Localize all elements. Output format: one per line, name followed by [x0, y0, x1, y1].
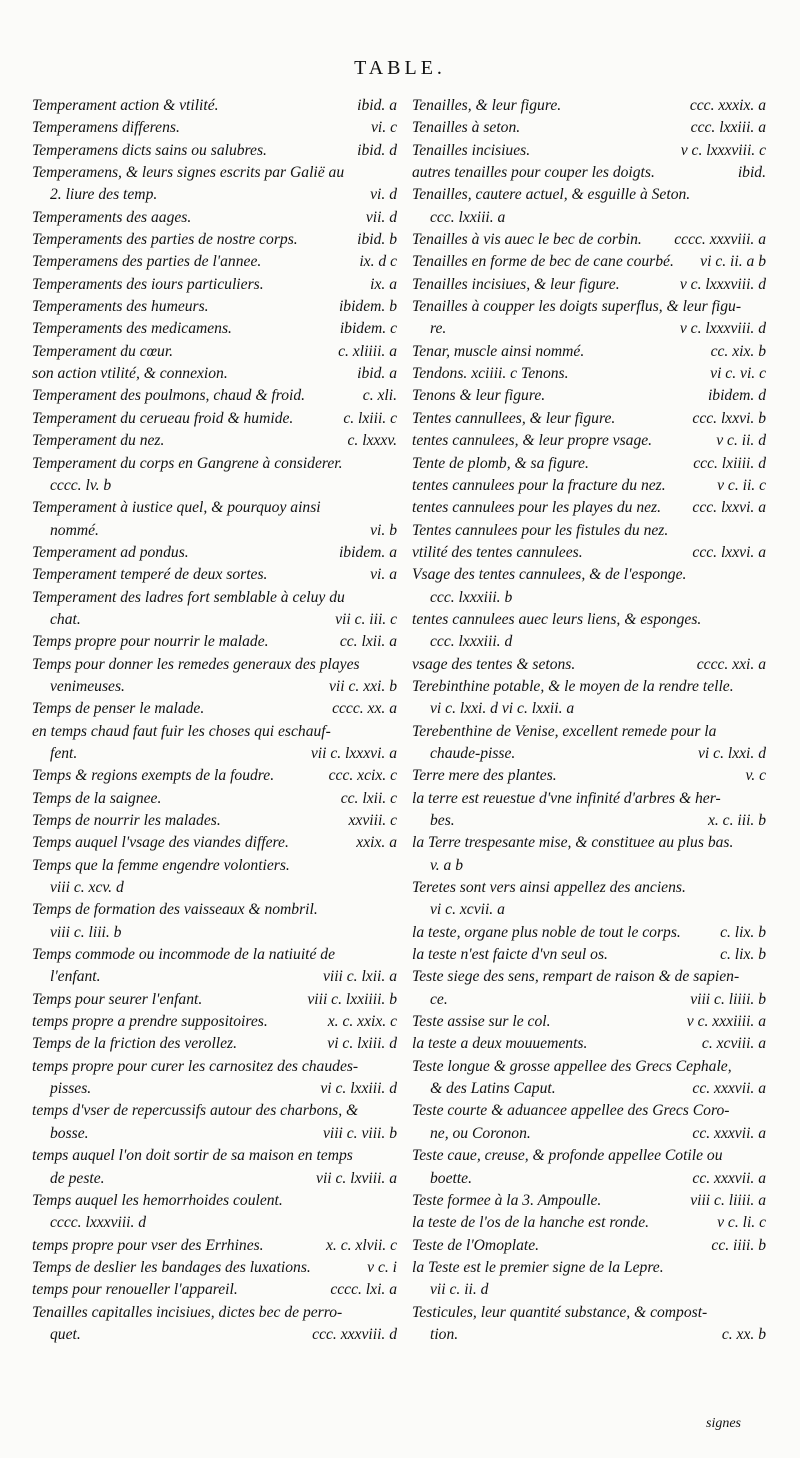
index-entry — [32, 430, 397, 452]
entry-text: Terebinthine potable, & le moyen de la rendre telle. — [412, 677, 734, 695]
entry-reference: v c. ii. c — [717, 476, 766, 494]
index-entry — [412, 117, 766, 139]
entry-reference: xxviii. c — [348, 812, 397, 829]
index-entry — [412, 587, 766, 609]
entry-text: Temps de formation des vaisseaux & nombril. — [32, 901, 318, 919]
index-entry — [412, 788, 766, 810]
entry-text: Temperament du cœur. — [32, 342, 174, 360]
entry-text: ccc. lxxxiii. d — [430, 633, 513, 651]
index-entry — [412, 1145, 766, 1167]
index-entry — [412, 1168, 766, 1190]
entry-text: viii c. xcv. d — [50, 879, 124, 897]
index-entry — [412, 1011, 766, 1033]
entry-reference: vi. d — [370, 186, 397, 204]
entry-text: bosse. — [50, 1124, 89, 1142]
index-entry — [412, 877, 766, 899]
entry-text: Temperamens dicts sains ou salubres. — [32, 141, 267, 159]
index-entry — [412, 944, 766, 966]
entry-reference: x. c. xxix. c — [327, 1013, 397, 1031]
entry-reference: c. lix. b — [720, 923, 766, 941]
index-entry — [32, 654, 397, 676]
index-entry — [412, 855, 766, 877]
index-entry — [32, 1302, 397, 1324]
entry-text: Temps pour seurer l'enfant. — [32, 990, 203, 1008]
entry-reference: ccc. xxxix. a — [689, 97, 766, 114]
entry-text: vi c. xcvii. a — [430, 901, 505, 919]
entry-text: chat. — [50, 610, 81, 628]
entry-text: Temperamens, & leurs signes escrits par Galië au — [32, 164, 345, 182]
index-entry — [412, 229, 766, 251]
index-entry — [32, 966, 397, 988]
entry-text: temps pour renoueller l'appareil. — [32, 1281, 238, 1299]
entry-text: tion. — [430, 1325, 459, 1343]
entry-text: temps propre pour vser des Errhines. — [32, 1236, 264, 1254]
index-entry — [32, 587, 397, 609]
entry-text: Terebenthine de Venise, excellent remede pour la — [412, 722, 717, 740]
entry-text: ccc. lxxxiii. b — [430, 588, 513, 606]
entry-reference: ccc. lxxvi. a — [692, 543, 766, 561]
entry-text: Temps de deslier les bandages des luxations. — [32, 1258, 311, 1276]
index-entry — [412, 810, 766, 832]
entry-text: tentes cannulees auec leurs liens, & esponges. — [412, 610, 702, 628]
entry-reference: c. xliiii. a — [338, 342, 397, 360]
entry-reference: cc. xxxvii. a — [692, 1080, 766, 1098]
entry-reference: vi c. lxiii. d — [327, 1035, 397, 1053]
entry-reference: cccc. xx. a — [332, 700, 397, 718]
entry-text: re. — [430, 320, 447, 338]
entry-reference: c. xcviii. a — [701, 1035, 766, 1053]
index-entry — [32, 520, 397, 542]
index-entry — [412, 497, 766, 519]
index-entry — [412, 385, 766, 407]
entry-text: en temps chaud faut fuir les choses qui eschauf- — [32, 722, 331, 740]
entry-text: Tentes cannulees pour les fistules du nez. — [412, 521, 669, 539]
entry-text: Tendons. xciiii. c Tenons. — [412, 365, 569, 383]
index-entry — [32, 542, 397, 564]
entry-text: ne, ou Coronon. — [430, 1124, 531, 1142]
index-entry — [32, 944, 397, 966]
entry-text: Tenar, muscle ainsi nommé. — [412, 342, 585, 360]
entry-reference: vi. b — [370, 521, 397, 539]
index-entry — [412, 363, 766, 385]
entry-text: autres tenailles pour couper les doigts. — [412, 164, 655, 182]
entry-text: Testicules, leur quantité substance, & compost- — [412, 1303, 708, 1321]
entry-text: vsage des tentes & setons. — [412, 655, 576, 673]
index-entry — [32, 184, 397, 206]
entry-text: Vsage des tentes cannulees, & de l'esponge. — [412, 566, 687, 584]
entry-text: Temps que la femme engendre volontiers. — [32, 856, 290, 874]
index-entry — [412, 1100, 766, 1122]
entry-text: Temps de la saignee. — [32, 789, 162, 807]
entry-text: la terre est reuestue d'vne infinité d'arbres & her- — [412, 789, 721, 807]
entry-reference: ccc. xxxviii. d — [312, 1325, 397, 1343]
entry-text: Tenailles, & leur figure. — [412, 97, 562, 114]
entry-text: quet. — [50, 1325, 81, 1343]
entry-text: son action vtilité, & connexion. — [32, 365, 228, 383]
index-entry — [412, 296, 766, 318]
entry-reference: ix. d c — [359, 253, 397, 271]
entry-reference: cc. xix. b — [710, 342, 766, 360]
index-entry — [412, 832, 766, 854]
entry-reference: viii c. liiii. b — [690, 990, 766, 1008]
entry-text: viii c. liii. b — [50, 923, 122, 941]
index-entry — [412, 899, 766, 921]
index-entry — [412, 922, 766, 944]
entry-text: 2. liure des temp. — [50, 186, 158, 204]
index-entry — [412, 341, 766, 363]
entry-text: vtilité des tentes cannulees. — [412, 543, 583, 561]
entry-text: tentes cannulees pour les playes du nez. — [412, 499, 662, 517]
entry-reference: vi c. lxxiii. d — [320, 1080, 397, 1098]
index-entry — [32, 631, 397, 653]
entry-reference: vii. d — [365, 208, 397, 226]
entry-reference: v c. xxxiiii. a — [686, 1013, 766, 1031]
index-entry — [32, 363, 397, 385]
index-entry — [412, 1056, 766, 1078]
index-entry — [412, 1123, 766, 1145]
entry-text: Temperament des ladres fort semblable à celuy du — [32, 588, 345, 606]
entry-reference: vii c. lxxxvi. a — [310, 744, 397, 762]
page-heading: TABLE. — [354, 57, 446, 79]
index-entry — [32, 497, 397, 519]
index-entry — [32, 453, 397, 475]
index-entry — [32, 1078, 397, 1100]
entry-text: Temperaments des parties de nostre corps. — [32, 231, 298, 249]
entry-reference: ibid. a — [357, 97, 397, 114]
entry-text: Temperament du cerueau froid & humide. — [32, 409, 294, 427]
index-entry — [32, 810, 397, 832]
entry-text: Temperaments des aages. — [32, 208, 192, 226]
index-entry — [32, 877, 397, 899]
entry-text: la teste a deux mouuements. — [412, 1035, 588, 1053]
entry-reference: v c. lxxxviii. d — [679, 320, 766, 338]
index-entry — [412, 765, 766, 787]
index-entry — [412, 1279, 766, 1301]
entry-text: Temperament des poulmons, chaud & froid. — [32, 387, 306, 405]
entry-text: la teste de l'os de la hanche est ronde. — [412, 1214, 650, 1232]
entry-reference: x. c. iii. b — [707, 812, 766, 829]
entry-text: Tenailles incisiues. — [412, 141, 531, 159]
entry-reference: ibidem. a — [338, 543, 397, 561]
index-entry — [412, 698, 766, 720]
entry-text: Teste longue & grosse appellee des Grecs Cephale, — [412, 1057, 732, 1075]
entry-reference: cc. iiii. b — [711, 1236, 766, 1254]
index-entry — [32, 1011, 397, 1033]
index-entry — [32, 765, 397, 787]
index-entry — [32, 743, 397, 765]
index-entry — [32, 609, 397, 631]
entry-reference: vi c. ii. a b — [700, 253, 766, 271]
entry-text: Temps de la friction des verollez. — [32, 1035, 238, 1053]
index-entry — [32, 296, 397, 318]
index-entry — [32, 1279, 397, 1301]
index-entry — [32, 408, 397, 430]
entry-reference: c. xli. — [362, 387, 397, 405]
entry-text: Teste assise sur le col. — [412, 1013, 551, 1031]
entry-reference: cc. xxxvii. a — [692, 1124, 766, 1142]
index-entry — [32, 95, 397, 117]
index-entry — [32, 117, 397, 139]
entry-text: Tenailles en forme de bec de cane courbé. — [412, 253, 674, 271]
index-entry — [32, 1257, 397, 1279]
entry-reference: ccc. lxxiii. a — [690, 119, 766, 137]
entry-reference: viii c. lxxiiii. b — [307, 990, 397, 1008]
right-column — [412, 95, 766, 1346]
entry-text: Temperament temperé de deux sortes. — [32, 566, 268, 584]
entry-reference: ibidem. c — [339, 320, 397, 338]
entry-text: la Terre trespesante mise, & constituee au plus bas. — [412, 834, 734, 852]
entry-reference: ccc. lxiiii. d — [693, 454, 766, 472]
entry-reference: xxix. a — [356, 834, 397, 852]
entry-reference: ccc. lxxvi. a — [692, 499, 766, 517]
index-entry — [412, 564, 766, 586]
index-entry — [32, 1123, 397, 1145]
entry-text: Tenons & leur figure. — [412, 387, 546, 405]
index-entry — [32, 676, 397, 698]
entry-reference: v c. lxxxviii. c — [680, 141, 766, 159]
index-entry — [32, 140, 397, 162]
index-entry — [32, 989, 397, 1011]
entry-text: vii c. ii. d — [430, 1281, 489, 1299]
index-entry — [32, 922, 397, 944]
index-entry — [412, 95, 766, 117]
index-entry — [412, 989, 766, 1011]
index-entry — [32, 229, 397, 251]
entry-reference: vi c. lxxi. d — [698, 744, 766, 762]
index-entry — [412, 1257, 766, 1279]
index-entry — [412, 542, 766, 564]
index-entry — [412, 1078, 766, 1100]
index-entry — [412, 1235, 766, 1257]
index-entry — [32, 788, 397, 810]
index-entry — [412, 631, 766, 653]
entry-text: Tenailles capitalles incisiues, dictes bec de perro- — [32, 1303, 343, 1321]
index-entry — [412, 609, 766, 631]
entry-reference: vi. c — [371, 119, 397, 137]
entry-text: chaude-pisse. — [430, 744, 516, 762]
entry-text: temps auquel l'on doit sortir de sa maison en temps — [32, 1147, 353, 1165]
entry-reference: x. c. xlvii. c — [326, 1236, 397, 1254]
index-entry — [32, 207, 397, 229]
entry-text: Teretes sont vers ainsi appellez des anciens. — [412, 879, 686, 897]
entry-reference: ibid. b — [357, 231, 397, 249]
index-entry — [412, 654, 766, 676]
entry-text: Temperament du corps en Gangrene à considerer. — [32, 454, 343, 472]
entry-text: Temps de penser le malade. — [32, 700, 205, 718]
entry-text: cccc. lxxxviii. d — [50, 1214, 147, 1232]
catchword: signes — [706, 1416, 741, 1431]
index-entry — [412, 274, 766, 296]
entry-reference: ccc. lxxvi. b — [692, 409, 766, 427]
index-entry — [32, 564, 397, 586]
entry-text: Temps propre pour nourrir le malade. — [32, 633, 269, 651]
entry-text: ce. — [430, 990, 448, 1008]
entry-text: temps propre pour curer les carnositez des chaudes- — [32, 1057, 359, 1075]
entry-reference: viii c. liiii. a — [690, 1191, 766, 1209]
entry-text: Temperament à iustice quel, & pourquoy ainsi — [32, 499, 321, 517]
index-entry — [32, 899, 397, 921]
index-entry — [412, 1033, 766, 1055]
entry-text: v. a b — [430, 856, 464, 874]
entry-reference: ibidem. b — [338, 298, 397, 316]
left-column — [32, 95, 397, 1346]
entry-text: venimeuses. — [50, 677, 125, 695]
entry-text: Temperaments des medicamens. — [32, 320, 232, 338]
entry-reference: vi c. vi. c — [710, 365, 766, 383]
entry-reference: v c. ii. d — [716, 432, 766, 450]
entry-reference: v c. li. c — [717, 1214, 766, 1232]
entry-text: temps d'vser de repercussifs autour des charbons, & — [32, 1102, 359, 1120]
index-entry — [32, 855, 397, 877]
entry-text: tentes cannulees pour la fracture du nez. — [412, 476, 666, 494]
entry-text: Tenailles à coupper les doigts superflus, & leur figu- — [412, 298, 742, 316]
index-entry — [32, 1324, 397, 1346]
entry-reference: cccc. lxi. a — [330, 1281, 397, 1299]
entry-reference: vi. a — [370, 566, 397, 584]
entry-text: & des Latins Caput. — [430, 1080, 556, 1098]
entry-text: Temps & regions exempts de la foudre. — [32, 767, 275, 785]
index-entry — [412, 676, 766, 698]
entry-text: Teste siege des sens, rempart de raison & de sapien- — [412, 968, 740, 986]
index-entry — [412, 162, 766, 184]
entry-reference: c. xx. b — [721, 1325, 766, 1343]
entry-text: Temperament ad pondus. — [32, 543, 189, 561]
entry-reference: ibid. — [737, 164, 766, 182]
entry-text: Tenailles, cautere actuel, & esguille à Seton. — [412, 186, 691, 204]
entry-reference: c. lix. b — [720, 946, 766, 964]
entry-reference: vii c. iii. c — [335, 610, 397, 628]
entry-reference: viii c. lxii. a — [322, 968, 397, 986]
index-entry — [412, 318, 766, 340]
entry-reference: vii c. xxi. b — [329, 677, 397, 695]
entry-reference: v c. i — [367, 1258, 397, 1276]
index-entry — [32, 721, 397, 743]
index-entry — [412, 1212, 766, 1234]
index-entry — [32, 1212, 397, 1234]
index-entry — [412, 1302, 766, 1324]
entry-text: Temperamens des parties de l'annee. — [32, 253, 262, 271]
index-entry — [32, 1168, 397, 1190]
index-entry — [412, 207, 766, 229]
index-entry — [412, 743, 766, 765]
entry-reference: cc. xxxvii. a — [692, 1169, 766, 1187]
entry-text: nommé. — [50, 521, 99, 539]
entry-reference: c. lxxxv. — [347, 432, 397, 450]
entry-text: Temperaments des iours particuliers. — [32, 275, 264, 293]
index-entry — [32, 698, 397, 720]
entry-text: Temps commode ou incommode de la natiuité de — [32, 946, 336, 964]
entry-text: Temps auquel les hemorrhoides coulent. — [32, 1191, 283, 1209]
entry-reference: v c. lxxxviii. d — [679, 275, 766, 293]
entry-reference: ibid. d — [357, 141, 397, 159]
entry-text: fent. — [50, 744, 78, 762]
entry-text: temps propre a prendre suppositoires. — [32, 1013, 268, 1031]
index-entry — [32, 162, 397, 184]
index-entry — [412, 1190, 766, 1212]
entry-text: Temps pour donner les remedes generaux des playes — [32, 655, 360, 673]
entry-text: boette. — [430, 1169, 472, 1187]
entry-text: la Teste est le premier signe de la Lepre. — [412, 1258, 664, 1276]
index-entry — [412, 721, 766, 743]
entry-text: Terre mere des plantes. — [412, 767, 557, 785]
entry-reference: ccc. xcix. c — [328, 767, 397, 785]
index-entry — [412, 966, 766, 988]
entry-text: ccc. lxxiii. a — [430, 208, 506, 226]
index-entry — [412, 251, 766, 273]
entry-reference: c. lxiii. c — [343, 409, 397, 427]
entry-text: bes. — [430, 812, 455, 829]
index-entry — [32, 1100, 397, 1122]
entry-text: Temperaments des humeurs. — [32, 298, 209, 316]
entry-reference: cccc. xxxviii. a — [674, 231, 766, 249]
index-entry — [412, 140, 766, 162]
entry-text: Teste de l'Omoplate. — [412, 1236, 540, 1254]
index-entry — [32, 1056, 397, 1078]
entry-text: de peste. — [50, 1169, 105, 1187]
entry-text: Tenailles incisiues, & leur figure. — [412, 275, 620, 293]
entry-text: vi c. lxxi. d vi c. lxxii. a — [430, 700, 575, 718]
index-entry — [32, 1033, 397, 1055]
index-entry — [32, 341, 397, 363]
index-entry — [32, 1190, 397, 1212]
entry-reference: viii c. viii. b — [322, 1124, 397, 1142]
entry-text: pisses. — [50, 1080, 92, 1098]
entry-text: l'enfant. — [50, 968, 101, 986]
entry-reference: cc. lxii. a — [339, 633, 397, 651]
index-entry — [32, 1235, 397, 1257]
entry-text: Tentes cannullees, & leur figure. — [412, 409, 616, 427]
index-entry — [412, 184, 766, 206]
entry-text: Temperamens differens. — [32, 119, 180, 137]
entry-reference: cccc. xxi. a — [696, 655, 766, 673]
entry-text: la teste, organe plus noble de tout le corps. — [412, 923, 681, 941]
entry-reference: ix. a — [370, 275, 397, 293]
entry-reference: cc. lxii. c — [340, 789, 397, 807]
entry-text: Teste caue, creuse, & profonde appellee Cotile ou — [412, 1147, 723, 1165]
entry-text: Temperament action & vtilité. — [32, 97, 219, 114]
index-entry — [412, 475, 766, 497]
index-entry — [32, 832, 397, 854]
entry-text: tentes cannulees, & leur propre vsage. — [412, 432, 653, 450]
index-entry — [32, 385, 397, 407]
index-entry — [412, 1324, 766, 1346]
entry-text: Temps auquel l'vsage des viandes differe. — [32, 834, 289, 852]
index-entry — [32, 475, 397, 497]
index-entry — [32, 274, 397, 296]
entry-text: la teste n'est faicte d'vn seul os. — [412, 946, 608, 964]
index-entry — [32, 251, 397, 273]
index-entry — [32, 1145, 397, 1167]
entry-reference: v. c — [745, 767, 766, 785]
entry-reference: vii c. lxviii. a — [316, 1169, 397, 1187]
entry-text: Tente de plomb, & sa figure. — [412, 454, 589, 472]
entry-reference: ibidem. d — [707, 387, 766, 405]
index-entry — [412, 430, 766, 452]
index-entry — [412, 408, 766, 430]
index-entry — [412, 520, 766, 542]
entry-text: Temps de nourrir les malades. — [32, 812, 221, 829]
entry-text: Tenailles à seton. — [412, 119, 521, 137]
entry-text: Teste formee à la 3. Ampoulle. — [412, 1191, 602, 1209]
entry-text: Tenailles à vis auec le bec de corbin. — [412, 231, 642, 249]
entry-text: Temperament du nez. — [32, 432, 165, 450]
index-entry — [412, 453, 766, 475]
entry-text: cccc. lv. b — [50, 476, 112, 494]
entry-text: Teste courte & aduancee appellee des Grecs Coro- — [412, 1102, 730, 1120]
index-entry — [32, 318, 397, 340]
entry-reference: ibid. a — [357, 365, 397, 383]
